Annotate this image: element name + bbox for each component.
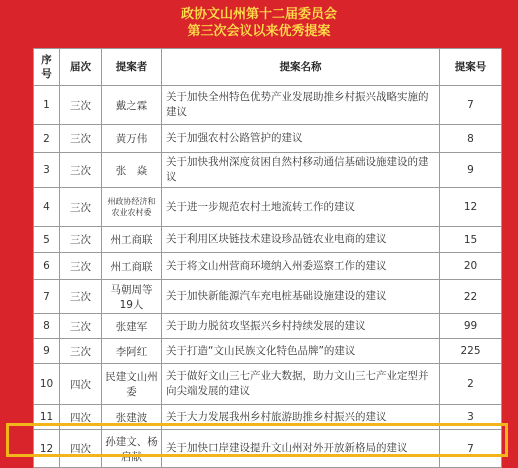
cell-name: 关于进一步规范农村土地流转工作的建议: [162, 188, 440, 227]
header-proposal-no: 提案号: [440, 49, 502, 86]
cell-proposal-no: 7: [440, 430, 502, 468]
proposal-table: [33, 48, 502, 468]
table-row: [34, 125, 502, 153]
cell-no: 10: [34, 364, 60, 405]
cell-proposer: 李阿红: [102, 339, 162, 364]
cell-no: 3: [34, 153, 60, 188]
cell-proposer: 马朝周等19人: [102, 280, 162, 314]
cell-proposal-no: 225: [440, 339, 502, 364]
header-name: 提案名称: [162, 49, 440, 86]
cell-session: 三次: [60, 339, 102, 364]
cell-proposal-no: 9: [440, 153, 502, 188]
table-row: [34, 339, 502, 364]
table-row: [34, 86, 502, 125]
cell-name: 关于加快全州特色优势产业发展助推乡村振兴战略实施的建议: [162, 86, 440, 125]
table-row: [34, 280, 502, 314]
cell-no: 1: [34, 86, 60, 125]
cell-session: 四次: [60, 405, 102, 430]
cell-proposal-no: 12: [440, 188, 502, 227]
cell-no: 8: [34, 314, 60, 339]
header-session: 届次: [60, 49, 102, 86]
cell-name: 关于加快口岸建设提升文山州对外开放新格局的建议: [162, 430, 440, 468]
cell-session: 三次: [60, 280, 102, 314]
cell-session: 三次: [60, 125, 102, 153]
cell-proposer: 州工商联: [102, 253, 162, 280]
cell-proposer: 孙建文、杨启献: [102, 430, 162, 468]
cell-no: 7: [34, 280, 60, 314]
table-row: [34, 153, 502, 188]
cell-proposer: 张 焱: [102, 153, 162, 188]
cell-session: 四次: [60, 364, 102, 405]
header-no: 序 号: [34, 49, 60, 86]
cell-proposal-no: 2: [440, 364, 502, 405]
cell-proposer: 州工商联: [102, 227, 162, 253]
cell-name: 关于大力发展我州乡村旅游助推乡村振兴的建议: [162, 405, 440, 430]
table-row: [34, 227, 502, 253]
cell-no: 12: [34, 430, 60, 468]
cell-no: 4: [34, 188, 60, 227]
cell-no: 9: [34, 339, 60, 364]
cell-name: 关于做好文山三七产业大数据，助力文山三七产业定型并向尖端发展的建议: [162, 364, 440, 405]
cell-proposer: 张建军: [102, 314, 162, 339]
cell-no: 2: [34, 125, 60, 153]
cell-session: 三次: [60, 188, 102, 227]
cell-proposer: 民建文山州委: [102, 364, 162, 405]
cell-proposer: 黄万伟: [102, 125, 162, 153]
table-row: [34, 314, 502, 339]
cell-proposal-no: 15: [440, 227, 502, 253]
cell-name: 关于利用区块链技术建设珍品链农业电商的建议: [162, 227, 440, 253]
cell-session: 三次: [60, 253, 102, 280]
cell-session: 三次: [60, 86, 102, 125]
cell-session: 三次: [60, 153, 102, 188]
cell-name: 关于助力脱贫攻坚振兴乡村持续发展的建议: [162, 314, 440, 339]
cell-name: 关于将文山州营商环境纳入州委巡察工作的建议: [162, 253, 440, 280]
cell-no: 6: [34, 253, 60, 280]
table-row: [34, 188, 502, 227]
cell-proposal-no: 8: [440, 125, 502, 153]
cell-no: 5: [34, 227, 60, 253]
header-proposer: 提案者: [102, 49, 162, 86]
table-row: [34, 364, 502, 405]
cell-proposal-no: 7: [440, 86, 502, 125]
cell-name: 关于打造“文山民族文化特色品牌”的建议: [162, 339, 440, 364]
table-row: [34, 405, 502, 430]
cell-proposal-no: 20: [440, 253, 502, 280]
cell-proposal-no: 22: [440, 280, 502, 314]
cell-session: 三次: [60, 227, 102, 253]
cell-no: 11: [34, 405, 60, 430]
cell-proposal-no: 3: [440, 405, 502, 430]
cell-name: 关于加快我州深度贫困自然村移动通信基础设施建设的建议: [162, 153, 440, 188]
cell-session: 四次: [60, 430, 102, 468]
cell-proposer: 张建波: [102, 405, 162, 430]
cell-proposer: 戴之霖: [102, 86, 162, 125]
cell-proposal-no: 99: [440, 314, 502, 339]
title-line-1: 政协文山州第十二届委员会: [180, 7, 337, 22]
cell-name: 关于加快新能源汽车充电桩基础设施建设的建议: [162, 280, 440, 314]
table-header-row: [34, 49, 502, 86]
proposal-table-container: [33, 48, 501, 468]
cell-name: 关于加强农村公路管护的建议: [162, 125, 440, 153]
page-title: [0, 6, 518, 40]
table-row: [34, 253, 502, 280]
title-line-2: 第三次会议以来优秀提案: [187, 24, 331, 39]
table-row-highlighted: [34, 430, 502, 468]
cell-session: 三次: [60, 314, 102, 339]
cell-proposer: 州政协经济和农业农村委: [102, 188, 162, 227]
